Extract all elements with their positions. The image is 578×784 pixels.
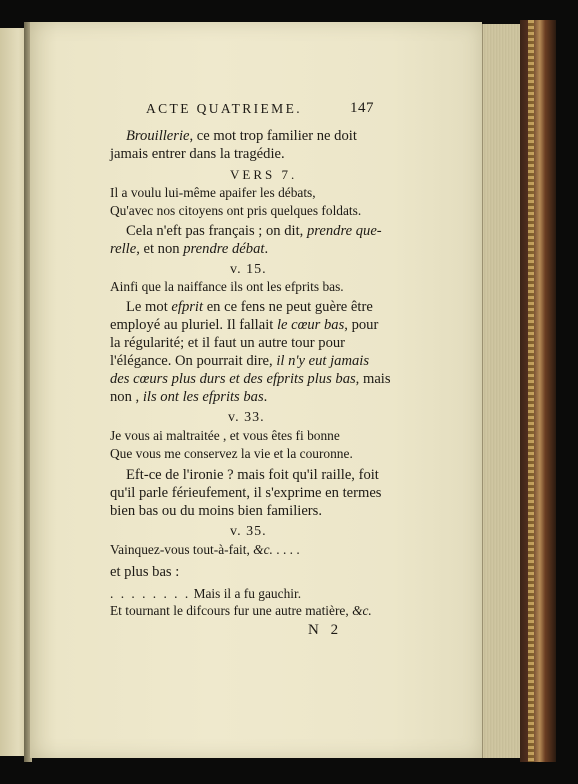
text-line: Eft-ce de l'ironie ? mais foit qu'il raille, foit: [126, 467, 379, 483]
left-page-edge: [0, 28, 27, 756]
verse-reference: v. 33.: [228, 410, 265, 425]
page-block-edges: [482, 24, 523, 758]
quoted-verse: Je vous ai maltraitée , et vous êtes fi bonne: [110, 428, 340, 443]
quoted-verse: Il a voulu lui-même apaifer les débats,: [110, 185, 316, 200]
text-line: la régularité; et il faut un autre tour pour: [110, 335, 346, 351]
quoted-verse: Ainfi que la naiffance ils ont les efprits bas.: [110, 279, 344, 294]
text-line: l'élégance. On pourrait dire, il n'y eut jamais: [110, 353, 370, 369]
text-line: qu'il parle férieufement, il s'exprime en termes: [110, 485, 382, 501]
quoted-verse: Et tournant le difcours fur une autre matière, &c.: [110, 603, 372, 618]
text-line: et plus bas :: [110, 564, 180, 580]
quoted-verse: . . . . . . . . Mais il a fu gauchir.: [110, 586, 302, 601]
verse-reference: v. 15.: [230, 262, 267, 277]
verse-reference: VERS 7.: [230, 167, 298, 182]
cover-edge: [520, 20, 556, 762]
text-line: Brouillerie, ce mot trop familier ne doit: [126, 128, 357, 144]
signature-mark: N 2: [308, 622, 343, 638]
text-line: bien bas ou du moins bien familiers.: [110, 503, 322, 519]
text-line: employé au pluriel. Il fallait le cœur bas, pour: [110, 317, 379, 333]
quoted-verse: Vainquez-vous tout-à-fait, &c. . . . .: [110, 542, 300, 557]
text-line: Cela n'eft pas français ; on dit, prendre que-: [126, 223, 382, 239]
quoted-verse: Qu'avec nos citoyens ont pris quelques foldats.: [110, 203, 362, 218]
running-title: ACTE QUATRIEME.: [146, 101, 302, 116]
page-number: 147: [350, 100, 374, 116]
verse-reference: v. 35.: [230, 524, 267, 539]
text-line: Le mot efprit en ce fens ne peut guère être: [126, 299, 373, 315]
text-line: jamais entrer dans la tragédie.: [110, 146, 285, 162]
text-line: non , ils ont les efprits bas.: [110, 389, 268, 405]
right-page: [30, 22, 482, 758]
quoted-verse: Que vous me conservez la vie et la couronne.: [110, 446, 353, 461]
text-line: relle, et non prendre débat.: [110, 241, 269, 257]
text-line: des cœurs plus durs et des efprits plus bas, mais: [110, 371, 391, 387]
